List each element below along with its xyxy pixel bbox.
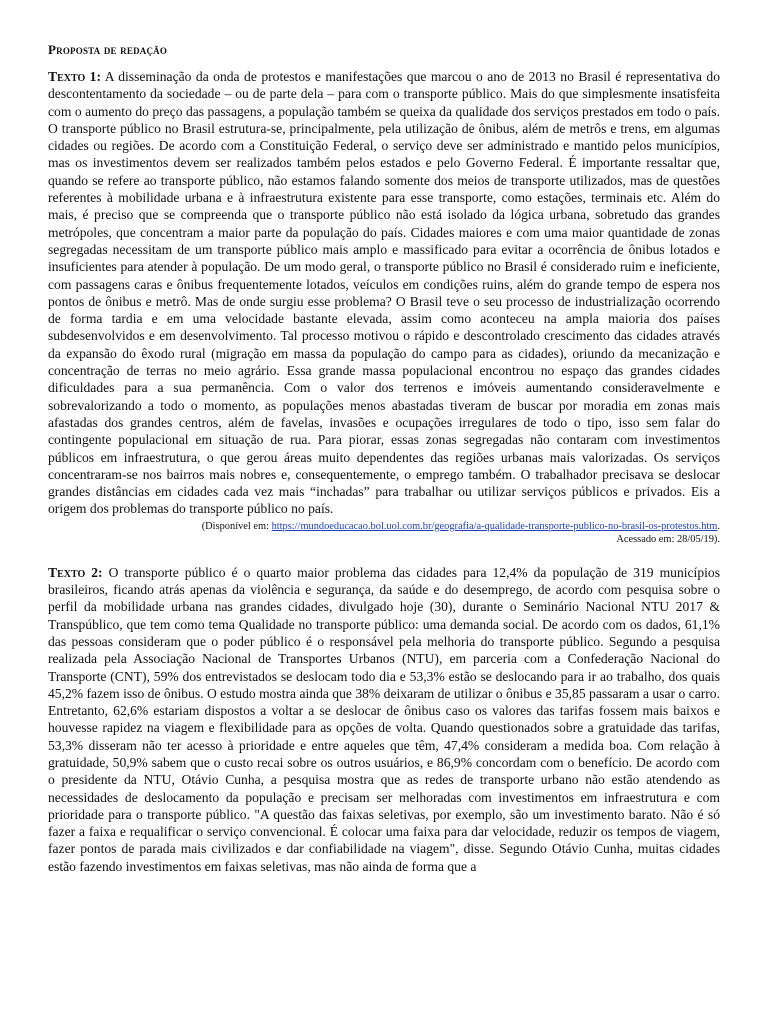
texto-1-source xyxy=(48,520,720,546)
texto-2-body: O transporte público é o quarto maior problema das cidades para 12,4% da população de 319 municípios brasileiros, ficando atrás apenas da violência e segurança, da saúde e do desemprego, de acordo com pesquisa sobre o perfil da mobilidade urbana nas grandes cidades, divulgado hoje (30), durante o Seminário Nacional NTU 2017 & Transpúblico, que tem como tema Qualidade no transporte público: uma demanda social. De acordo com os dados, 61,1% das pessoas consideram que o poder público é o responsável pela melhoria do transporte público. Segundo a pesquisa realizada pela Associação Nacional de Transportes Urbanos (NTU), em parceria com a Confederação Nacional do Transporte (CNT), 59% dos entrevistados se deslocam todo dia e 53,3% estão se deslocando para ir ao trabalho, dos quais 45,2% fazem isso de ônibus. O estudo mostra ainda que 38% deixaram de utilizar o ônibus e 35,85 passaram a usar o carro. Entretanto, 62,6% estariam dispostos a voltar a se deslocar de ônibus caso os valores das tarifas fossem mais baixos e houvesse rapidez na viagem e flexibilidade para as opções de volta. Quando questionados sobre a gratuidade das tarifas, 53,3% disseram não ter acesso à prioridade e entre aqueles que têm, 47,4% consideram a medida boa. Com relação à gratuidade, 50,9% sabem que o custo recai sobre os outros usuários, e 86,9% concordam com o benefício. De acordo com o presidente da NTU, Otávio Cunha, a pesquisa mostra que as redes de transporte urbano não estão atendendo as necessidades de deslocamento da população e precisam ser melhoradas com investimentos em infraestrutura e com prioridade para o transporte público. "A questão das faixas seletivas, por exemplo, são um investimento barato. Não é só fazer a faixa e requalificar o serviço convencional. É colocar uma faixa para dar velocidade, reduzir os tempos de viagem, fazer pontos de parada mais civilizados e dar confiabilidade na viagem", disse. Segundo Otávio Cunha, muitas cidades estão fazendo investimentos em faixas seletivas, mas não ainda de forma que a xyxy=(48,564,720,874)
source-prefix: (Disponível em: xyxy=(201,520,269,532)
texto-2-paragraph xyxy=(48,564,720,875)
texto-1-body: A disseminação da onda de protestos e manifestações que marcou o ano de 2013 no Brasil é representativa do descontentamento da sociedade – ou de parte dela – para com o transporte público. Mais do que simplesmente insatisfeita com o aumento do preço das passagens, a população também se queixa da qualidade dos serviços prestados em todo o país. O transporte público no Brasil estrutura-se, principalmente, pela utilização de ônibus, além de metrôs e trens, em algumas cidades ou regiões. De acordo com a Constituição Federal, o serviço deve ser administrado e mantido pelos municípios, mas os investimentos devem ser realizados também pelos estados e pelo Governo Federal. É importante ressaltar que, quando se refere ao transporte público, não estamos falando somente dos meios de transporte utilizados, mas de questões referentes à mobilidade urbana e à infraestrutura existente para esse transporte, como estações, terminais etc. Além do mais, é preciso que se compreenda que o transporte público não está isolado da lógica urbana, sobretudo das grandes metrópoles, que concentram a maior parte da população do país. Cidades maiores e com uma maior quantidade de zonas segregadas necessitam de um transporte público mais amplo e massificado para evitar a ocorrência de ônibus lotados e insuficientes para atender à população. De um modo geral, o transporte público no Brasil é considerado ruim e ineficiente, com passagens caras e ônibus frequentemente lotados, veículos em condições ruins, além do grande tempo de espera nos pontos de ônibus e metrô. Mas de onde surgiu esse problema? O Brasil teve o seu processo de industrialização ocorrendo de forma tardia e em uma velocidade bastante elevada, assim como aconteceu na ampla maioria dos países subdesenvolvidos e em desenvolvimento. Tal processo motivou o rápido e descontrolado crescimento das cidades através da expansão do êxodo rural (migração em massa da população do campo para as cidades), oriundo da mecanização e concentração de terras no meio agrário. Essa grande massa populacional encontrou no espaço das grandes cidades dificuldades para a sua permanência. Com o valor dos terrenos e imóveis aumentando consideravelmente e sobrevalorizando a todo o momento, as populações menos abastadas tiveram de buscar por moradia em zonas mais afastadas dos grandes centros, além de favelas, invasões e ocupações irregulares de todo o tipo, isso sem falar do contingente populacional em situação de rua. Para piorar, essas zonas segregadas não contaram com investimentos públicos em infraestrutura, o que gerou áreas muito dependentes das regiões urbanas mais valorizadas. Os serviços concentraram-se nos bairros mais nobres e, consequentemente, o emprego também. O trabalhador precisava se deslocar grandes distâncias em cidades cada vez mais “inchadas” para trabalhar ou utilizar serviços públicos e privados. Eis a origem dos problemas do transporte público no país. xyxy=(48,69,720,517)
texto-1-paragraph xyxy=(48,68,720,518)
texto-2-label: Texto 2: xyxy=(48,564,103,580)
source-link[interactable]: https://mundoeducacao.bol.uol.com.br/geografia/a-qualidade-transporte-publico-no-brasil-os-protestos.htm xyxy=(271,520,718,532)
source-suffix: . xyxy=(717,520,720,532)
page-title: Proposta de redação xyxy=(48,42,168,57)
texto-1-label: Texto 1: xyxy=(48,69,101,84)
access-date: Acessado em: 28/05/19). xyxy=(616,533,720,545)
